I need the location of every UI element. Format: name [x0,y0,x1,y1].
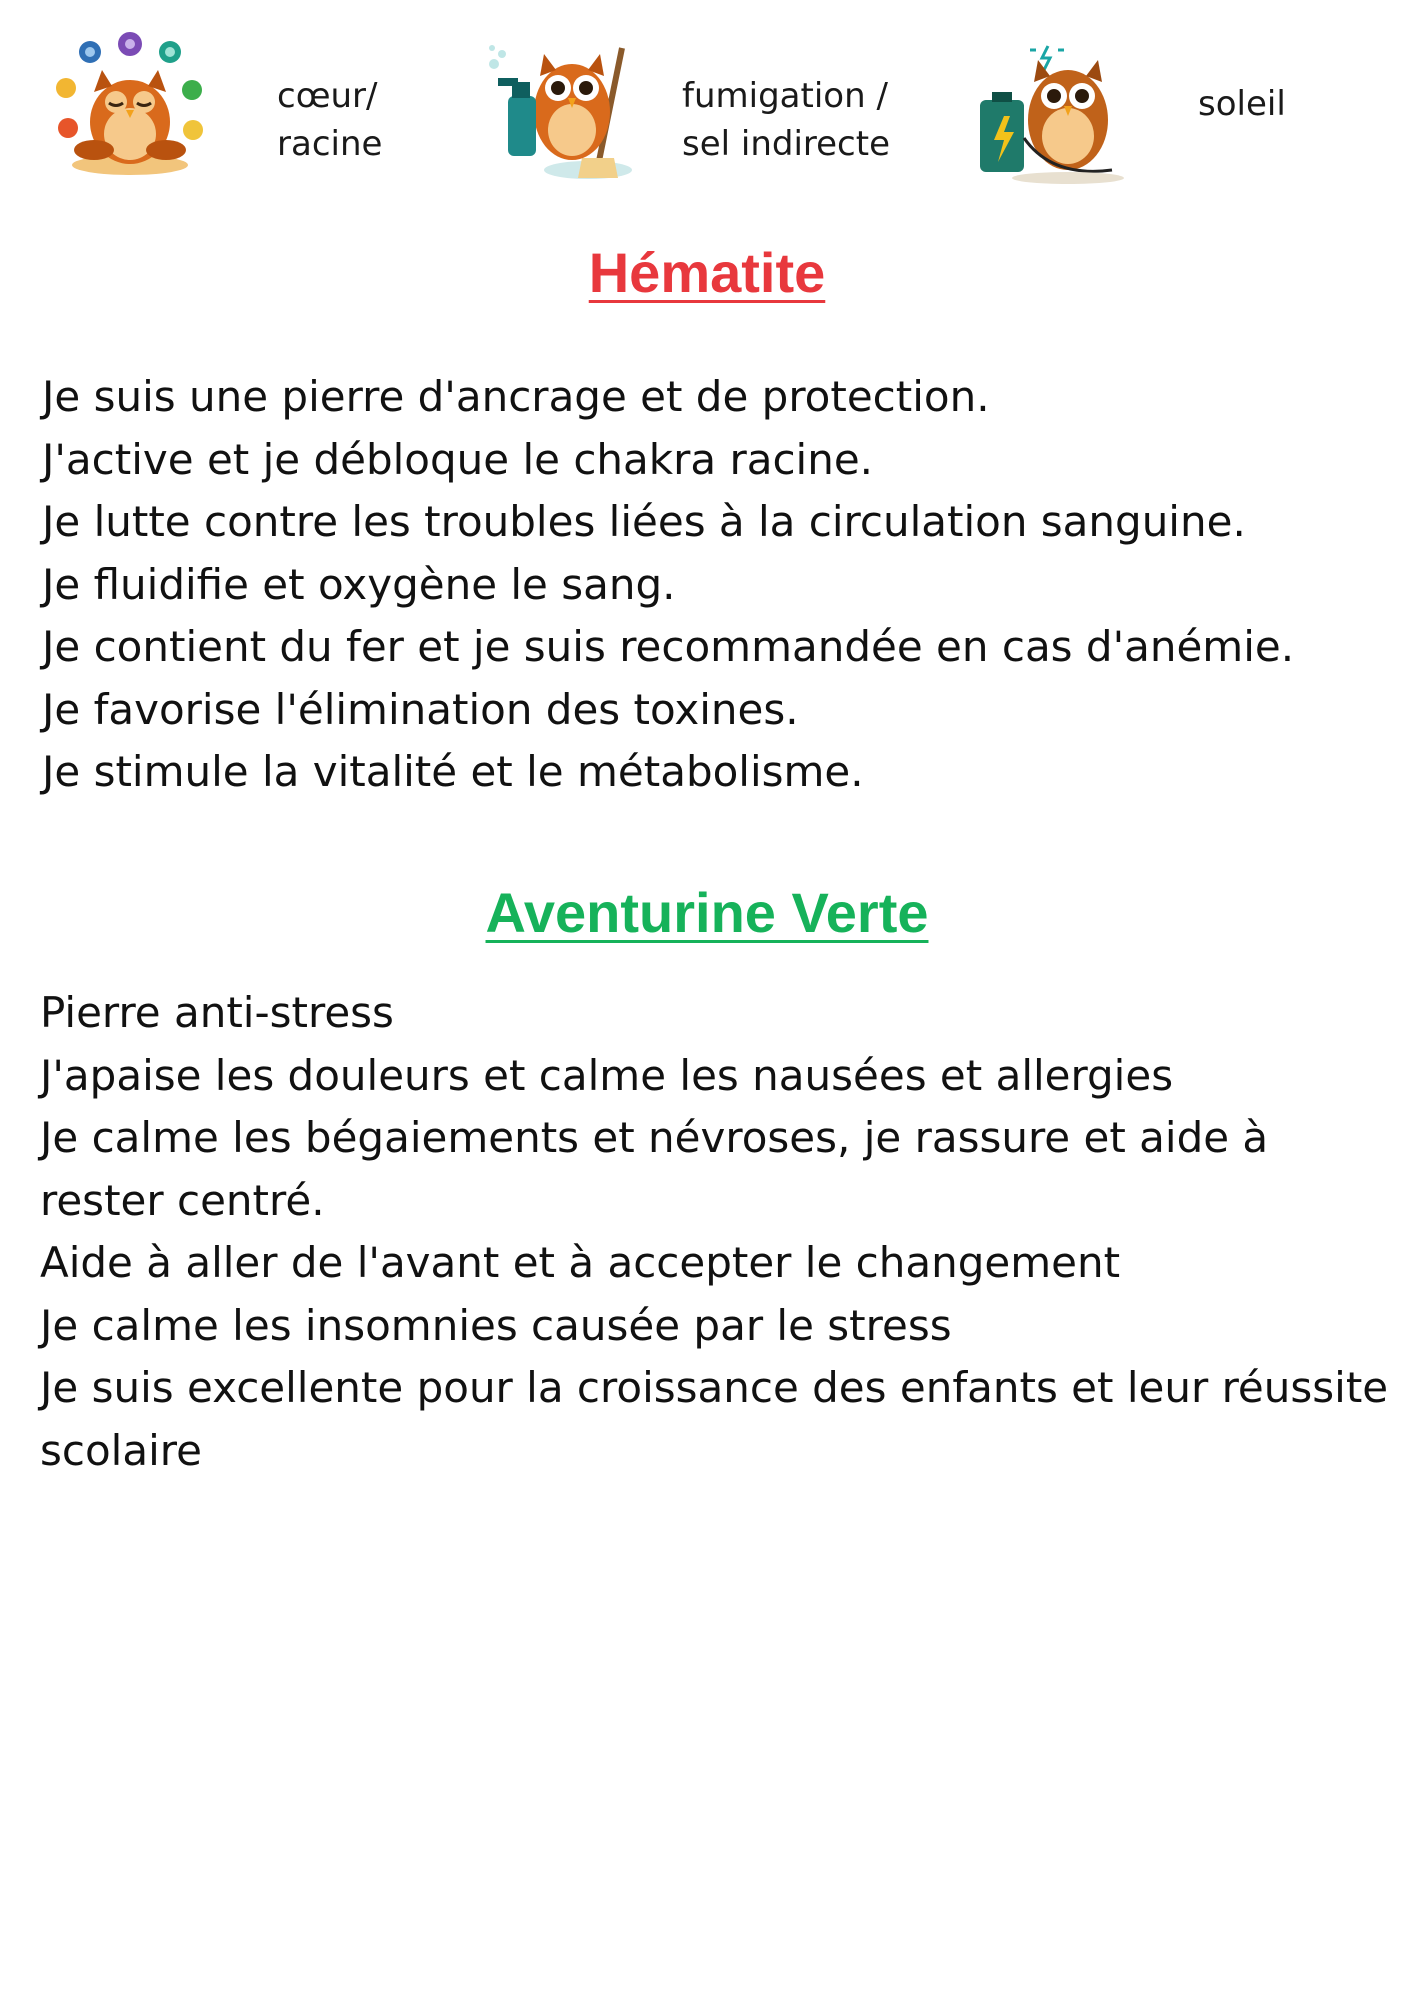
list-item: Je stimule la vitalité et le métabolisme. [42,747,864,796]
header-label-fumigation: fumigation / sel indirecte [682,76,891,164]
list-item: Je fluidifie et oxygène le sang. [42,559,676,609]
hematite-title: Hématite [588,241,826,304]
hematite-description [42,366,1382,804]
charging-owl-battery-icon [972,38,1132,188]
list-item: Je contient du fer et je suis recommandée en cas d'anémie. [42,622,1295,671]
list-item: J'active et je débloque le chakra racine. [42,434,874,484]
meditating-owl-chakra-icon [50,30,210,180]
header-bar [0,0,1414,200]
header-label-soleil: soleil [1198,84,1286,124]
list-item: Pierre anti-stress [40,988,394,1037]
aventurine-description [40,982,1390,1482]
list-item: Je lutte contre les troubles liées à la circulation sanguine. [42,497,1246,546]
list-item: Je suis une pierre d'ancrage et de protection. [42,372,990,421]
list-item: J'apaise les douleurs et calme les nausées et allergies [40,1050,1174,1100]
list-item: Je calme les bégaiements et névroses, je rassure et aide à rester centré. [40,1113,1269,1225]
list-item: Je favorise l'élimination des toxines. [42,684,799,734]
header-label-coeur: cœur/ racine [277,76,383,164]
list-item: Je suis excellente pour la croissance des enfants et leur réussite scolaire [40,1363,1389,1475]
cleaning-owl-spray-icon [488,38,648,188]
list-item: Aide à aller de l'avant et à accepter le changement [40,1238,1121,1287]
list-item: Je calme les insomnies causée par le stress [40,1300,952,1350]
aventurine-title: Aventurine Verte [485,881,929,944]
